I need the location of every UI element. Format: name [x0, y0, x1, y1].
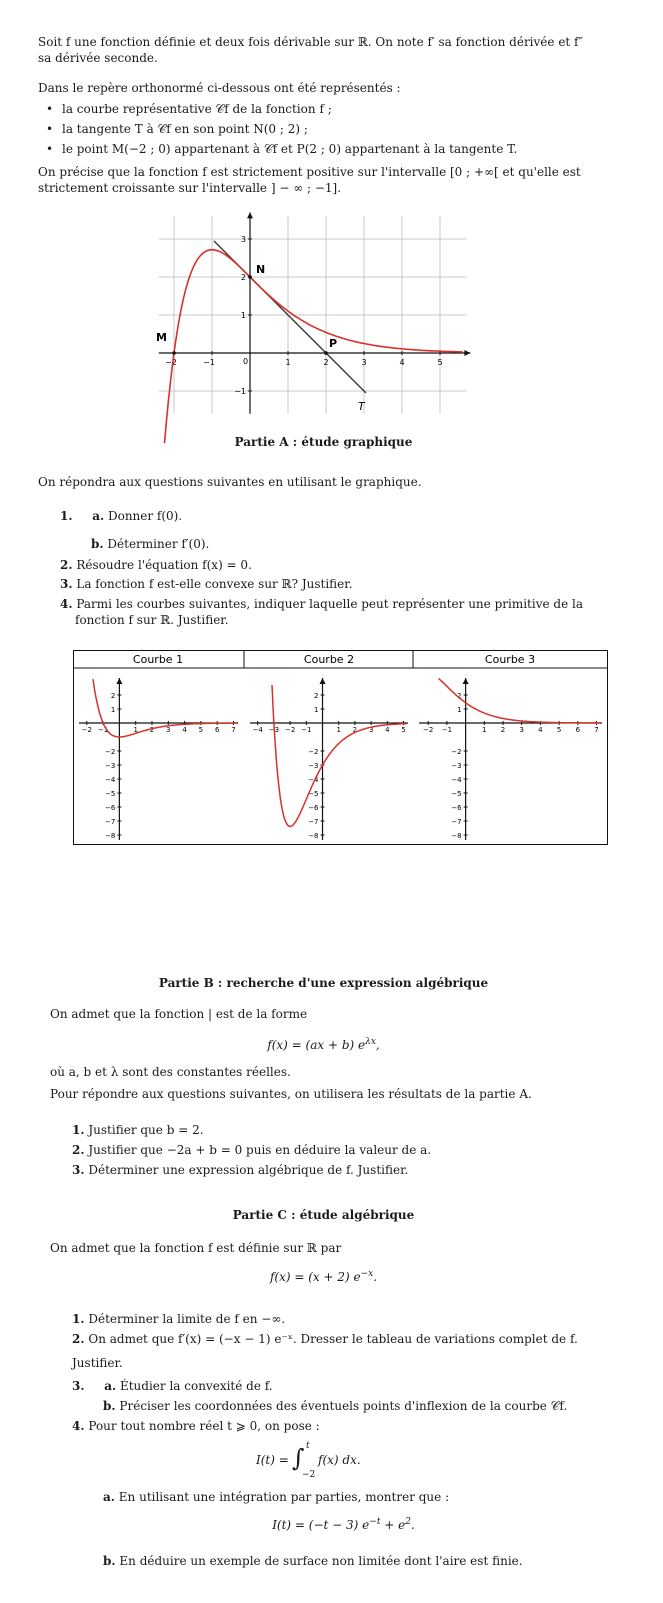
question-a1a	[60, 508, 620, 524]
result-end: .	[410, 1518, 415, 1532]
y-tick-label: −7	[308, 818, 319, 826]
x-tick-label: −1	[301, 726, 312, 734]
question-letter: b.	[91, 537, 104, 551]
x-tick-label: 3	[361, 358, 367, 367]
x-tick-label: −2	[284, 726, 296, 734]
integral-sign: ∫	[292, 1444, 305, 1472]
y-axis-arrow	[116, 678, 122, 684]
question-text: Justifier que −2a + b = 0 puis en déduire la valeur de a.	[88, 1143, 432, 1157]
x-tick-label: −1	[203, 358, 215, 367]
integral-definition	[256, 1440, 406, 1480]
y-tick-label: −2	[105, 748, 116, 756]
y-tick-label: 1	[314, 706, 319, 714]
y-tick-label: −8	[105, 832, 116, 840]
y-tick-label: −3	[451, 762, 462, 770]
part-b-instructions: Pour répondre aux questions suivantes, on utilisera les résultats de la partie A.	[50, 1087, 532, 1101]
point-label-m: M	[156, 331, 167, 344]
question-number: 2.	[72, 1143, 85, 1157]
question-text: La fonction f est-elle convexe sur ℝ? Justifier.	[76, 577, 353, 591]
courbe-1-title: Courbe 1	[132, 653, 184, 666]
question-letter: a.	[104, 1379, 117, 1393]
question-c4a	[103, 1489, 663, 1505]
question-number: 2.	[60, 558, 73, 572]
y-tick-label: −5	[308, 790, 319, 798]
x-tick-label: −4	[252, 726, 263, 734]
y-axis-arrow	[463, 678, 469, 684]
formula-end: .	[373, 1270, 378, 1284]
x-tick-label: 5	[401, 726, 406, 734]
x-tick-label: 6	[575, 726, 581, 734]
question-c3b	[103, 1398, 623, 1414]
question-number: 3.	[72, 1163, 85, 1177]
result-exponent: 2	[405, 1517, 411, 1527]
x-tick-label: 3	[368, 726, 374, 734]
intro-bullet: • le point M(−2 ; 0) appartenant à 𝒞f et P(2 ; 0) appartenant à la tangente T.	[62, 141, 612, 157]
x-tick-label: 7	[231, 726, 236, 734]
question-text-cont: Justifier.	[72, 1356, 123, 1371]
y-tick-label: −8	[308, 832, 319, 840]
curves-panel	[73, 650, 608, 845]
y-tick-label: −8	[451, 832, 462, 840]
x-tick-label: −1	[97, 726, 109, 734]
courbe-3-plot	[419, 678, 602, 840]
question-b2	[72, 1142, 632, 1158]
integral-lower-bound: −2	[302, 1470, 316, 1480]
question-a2	[60, 557, 620, 573]
intro-line: Soit f une fonction définie et deux fois dérivable sur ℝ. On note f′ sa fonction dérivée et f″	[38, 35, 583, 49]
point-label-p: P	[329, 337, 338, 350]
question-text: Pour tout nombre réel t ⩾ 0, on pose :	[88, 1419, 320, 1433]
curve	[439, 678, 601, 723]
question-c4	[72, 1418, 632, 1434]
x-tick-label: −2	[423, 726, 434, 734]
integral-body: f(x) dx.	[318, 1453, 361, 1467]
y-tick-label: −7	[451, 818, 462, 826]
y-tick-label: −2	[451, 748, 462, 756]
question-number: 1.	[60, 509, 73, 523]
integral-upper-bound: t	[306, 1441, 310, 1451]
x-tick-label: 1	[133, 726, 138, 734]
point-p	[324, 351, 328, 355]
question-text: Étudier la convexité de f.	[119, 1379, 273, 1393]
formula-exponent: −x	[360, 1269, 374, 1279]
question-a4	[60, 596, 605, 628]
y-tick-label: −6	[308, 804, 319, 812]
point-m	[172, 351, 176, 355]
y-tick-label: −6	[105, 804, 116, 812]
origin-label: 0	[243, 357, 249, 366]
y-tick-label: −3	[308, 762, 319, 770]
y-tick-label: −3	[105, 762, 116, 770]
integral-result	[0, 1516, 647, 1533]
integral-lhs: I(t) =	[256, 1453, 289, 1467]
y-tick-label: −4	[105, 776, 116, 784]
question-text: On admet que f′(x) = (−x − 1) e⁻ˣ. Dresser le tableau de variations complet de f.	[88, 1332, 578, 1346]
y-axis-arrow	[320, 678, 326, 684]
x-tick-label: −3	[268, 726, 280, 734]
x-tick-label: −2	[81, 726, 92, 734]
x-tick-label: 2	[149, 726, 155, 734]
y-tick-label: −5	[451, 790, 462, 798]
part-c-formula	[0, 1268, 647, 1285]
question-number: 2.	[72, 1332, 85, 1346]
question-c1	[72, 1311, 632, 1327]
x-tick-label: 4	[399, 358, 405, 367]
x-tick-label: 2	[323, 358, 329, 367]
result-exponent: −t	[369, 1517, 381, 1527]
y-tick-label: 3	[240, 235, 246, 244]
question-text: Déterminer une expression algébrique de f. Justifier.	[88, 1163, 409, 1177]
y-tick-label: 1	[457, 706, 462, 714]
question-c4b	[103, 1553, 623, 1569]
y-axis-arrow	[247, 212, 253, 218]
tangent-label-t: T	[358, 400, 365, 413]
x-tick-label: 1	[482, 726, 487, 734]
x-tick-label: 3	[166, 726, 171, 734]
question-text: Parmi les courbes suivantes, indiquer laquelle peut représenter une primitive de la	[76, 597, 583, 611]
intro-line: sa dérivée seconde.	[38, 51, 158, 66]
x-tick-label: 4	[385, 726, 390, 734]
intro-line: On précise que la fonction f est strictement positive sur l'intervalle [0 ; +∞[ et qu'elle est	[38, 165, 581, 179]
formula-text: f(x) = (ax + b) e	[267, 1038, 366, 1052]
x-tick-label: 7	[594, 726, 599, 734]
x-axis-arrow	[464, 350, 470, 356]
part-b-title: Partie B : recherche d'une expression algébrique	[158, 976, 489, 990]
x-tick-label: 1	[336, 726, 341, 734]
curve	[272, 685, 407, 826]
question-a1b	[91, 536, 651, 552]
question-text: Donner f(0).	[107, 509, 183, 523]
question-number: 1.	[72, 1123, 85, 1137]
main-graph	[158, 215, 468, 415]
y-tick-label: 1	[110, 706, 116, 714]
question-number: 1.	[72, 1312, 85, 1326]
x-tick-label: 2	[352, 726, 358, 734]
y-tick-label: −2	[308, 748, 319, 756]
part-c-title: Partie C : étude algébrique	[232, 1208, 415, 1222]
curve-cf	[165, 250, 463, 443]
result-text: + e	[380, 1518, 406, 1532]
y-tick-label: 1	[240, 311, 246, 320]
question-b1	[72, 1122, 632, 1138]
question-number: 4.	[72, 1419, 85, 1433]
y-tick-label: 2	[110, 692, 116, 700]
y-tick-label: 2	[457, 692, 462, 700]
x-tick-label: −2	[165, 358, 177, 367]
result-text: I(t) = (−t − 3) e	[272, 1518, 370, 1532]
part-b-intro: On admet que la fonction | est de la forme	[50, 1007, 308, 1021]
question-number: 4.	[60, 597, 73, 611]
x-tick-label: 5	[556, 726, 562, 734]
x-tick-label: 2	[500, 726, 506, 734]
formula-text: f(x) = (x + 2) e	[269, 1270, 361, 1284]
question-c2	[72, 1331, 622, 1371]
intro-paragraph-3	[38, 164, 613, 196]
question-letter: a.	[92, 509, 105, 523]
courbe-2-plot	[250, 678, 408, 840]
question-letter: b.	[103, 1399, 116, 1413]
panel-border	[74, 651, 608, 845]
question-a3	[60, 576, 620, 592]
part-b-where: où a, b et λ sont des constantes réelles.	[50, 1065, 291, 1079]
question-text: En déduire un exemple de surface non limitée dont l'aire est finie.	[119, 1554, 523, 1568]
main-graph-axes	[159, 212, 471, 413]
point-label-n: N	[256, 263, 266, 276]
y-tick-label: −4	[451, 776, 462, 784]
y-tick-label: −1	[234, 387, 246, 396]
x-tick-label: −1	[441, 726, 453, 734]
intro-line: strictement croissante sur l'intervalle ] − ∞ ; −1].	[38, 181, 342, 196]
question-text: En utilisant une intégration par parties, montrer que :	[118, 1490, 450, 1504]
part-b-formula	[0, 1036, 647, 1053]
y-tick-label: −6	[451, 804, 462, 812]
courbe-3-title: Courbe 3	[484, 653, 536, 666]
intro-paragraph-2: Dans le repère orthonormé ci-dessous ont été représentés :	[38, 81, 401, 95]
intro-bullet: • la tangente T à 𝒞f en son point N(0 ; 2) ;	[62, 121, 612, 137]
part-a-title: Partie A : étude graphique	[234, 435, 413, 449]
question-b3	[72, 1162, 632, 1178]
x-tick-label: 5	[437, 358, 443, 367]
main-graph-curve	[165, 241, 463, 443]
intro-bullet: • la courbe représentative 𝒞f de la fonction f ;	[62, 101, 612, 117]
question-c3a	[72, 1378, 632, 1394]
question-number: 3.	[72, 1379, 85, 1393]
intro-paragraph-1	[38, 34, 613, 66]
question-text: Justifier que b = 2.	[88, 1123, 204, 1137]
part-a-intro: On répondra aux questions suivantes en utilisant le graphique.	[38, 475, 422, 489]
y-tick-label: −5	[105, 790, 116, 798]
point-n	[248, 275, 252, 279]
question-number: 3.	[60, 577, 73, 591]
y-tick-label: −7	[105, 818, 116, 826]
question-text: Résoudre l'équation f(x) = 0.	[76, 558, 252, 572]
courbe-1-plot	[79, 678, 238, 840]
question-text: Préciser les coordonnées des éventuels points d'inflexion de la courbe 𝒞f.	[119, 1399, 568, 1413]
question-text-cont: fonction f sur ℝ. Justifier.	[75, 613, 229, 628]
question-text: Déterminer f′(0).	[107, 537, 210, 551]
main-graph-grid	[159, 216, 467, 414]
question-letter: a.	[103, 1490, 115, 1504]
formula-end: ,	[375, 1038, 380, 1052]
question-letter: b.	[103, 1554, 116, 1568]
part-c-intro: On admet que la fonction f est définie sur ℝ par	[50, 1241, 342, 1255]
x-tick-label: 1	[285, 358, 291, 367]
question-text: Déterminer la limite de f en −∞.	[88, 1312, 286, 1326]
y-tick-label: −4	[308, 776, 319, 784]
x-tick-label: 4	[538, 726, 543, 734]
y-tick-label: 2	[240, 273, 246, 282]
x-tick-label: 4	[182, 726, 187, 734]
x-tick-label: 6	[214, 726, 220, 734]
courbe-2-title: Courbe 2	[303, 653, 355, 666]
y-tick-label: 2	[314, 692, 319, 700]
formula-exponent: λx	[365, 1037, 376, 1047]
x-tick-label: 3	[519, 726, 524, 734]
x-tick-label: 5	[198, 726, 204, 734]
